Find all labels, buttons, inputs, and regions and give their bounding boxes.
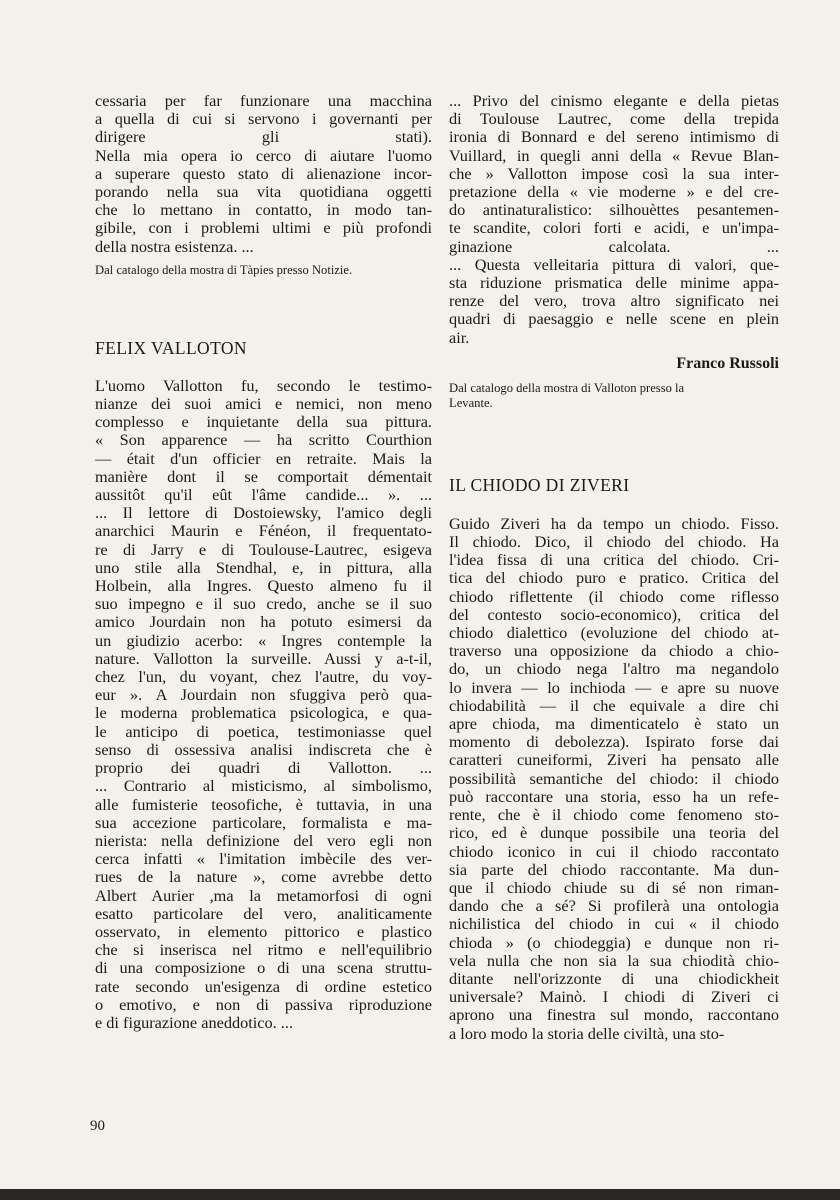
text-line: suo impegno e il suo credo, anche se il suo bbox=[95, 594, 432, 614]
text-line: aussitôt qu'il eût l'âme candide... ». ... bbox=[95, 485, 432, 505]
text-line: cerca infatti « l'imitation imbècile des ver- bbox=[95, 849, 432, 869]
text-line: renze del vero, trova altro significato nei bbox=[449, 291, 779, 311]
tapies-source-caption: Dal catalogo della mostra di Tàpies presso Notizie. bbox=[95, 262, 353, 277]
text-line: amico Jourdain non ha potuto esimersi da bbox=[95, 612, 432, 632]
vallotton-paragraph bbox=[95, 377, 432, 1032]
text-line: rico, ed è dunque possibile una teoria del bbox=[449, 823, 779, 843]
text-line: chiodo iconico in cui il chiodo raccontato bbox=[449, 841, 779, 861]
vallotton-section-title: FELIX VALLOTON bbox=[95, 337, 247, 358]
text-line: Il chiodo. Dico, il chiodo del chiodo. Ha bbox=[449, 532, 779, 552]
text-line: caratteri cuneiformi, Ziveri ha pensato alle bbox=[449, 750, 779, 770]
text-line: senso di ossessiva analisi indiscreta che è bbox=[95, 739, 432, 759]
text-line: universale? Mainò. I chiodi di Ziveri ci bbox=[449, 987, 779, 1007]
text-line: Guido Ziveri ha da tempo un chiodo. Fisso. bbox=[449, 513, 779, 533]
text-line: proprio dei quadri di Vallotton. ... bbox=[95, 758, 432, 778]
text-line: traverso una opposizione da chiodo a chio- bbox=[449, 641, 779, 661]
text-line: Holbein, alla Ingres. Questo almeno fu il bbox=[95, 576, 432, 596]
text-line: chioda » (o chiodeggia) e dunque non ri- bbox=[449, 932, 779, 952]
text-line: le anticipo di poetica, testimoniasse quel bbox=[95, 721, 432, 741]
text-line: può raccontare una storia, esso ha un refe- bbox=[449, 786, 779, 806]
text-line: Nella mia opera io cerco di aiutare l'uomo bbox=[95, 145, 432, 165]
text-line: rente, che è il chiodo come fenomeno sto- bbox=[449, 805, 779, 825]
text-line: sia parte del chiodo raccontante. Ma dun- bbox=[449, 859, 779, 879]
text-line: osservato, in elemento pittorico e plastico bbox=[95, 921, 432, 941]
text-line: ... Contrario al misticismo, al simbolismo, bbox=[95, 776, 432, 796]
text-line: vela nulla che non sia la sua chiodità chio- bbox=[449, 950, 779, 970]
text-line: Levante. bbox=[449, 395, 493, 410]
text-line: sua accezione particolare, formalista e ma- bbox=[95, 812, 432, 832]
text-line: L'uomo Vallotton fu, secondo le testimo- bbox=[95, 375, 432, 395]
text-line: ... Questa velleitaria pittura di valori, que- bbox=[449, 254, 779, 274]
text-line: alle fumisterie teosofiche, è tuttavia, in una bbox=[95, 794, 432, 814]
text-line: del contesto socio-economico), critica del bbox=[449, 604, 779, 624]
text-line: ironia di Bonnard e del sereno intimismo di bbox=[449, 127, 779, 147]
text-line: e di figurazione aneddotico. ... bbox=[95, 1012, 294, 1032]
text-line: nierista: nella definizione del vero egli non bbox=[95, 830, 432, 850]
text-line: di Toulouse Lautrec, come della trepida bbox=[449, 109, 779, 129]
right-column bbox=[449, 92, 779, 1043]
text-line: che » Vallotton impose così la sua inter- bbox=[449, 163, 779, 183]
text-line: l'idea fissa di una critica del chiodo. Cri- bbox=[449, 550, 779, 570]
ziveri-paragraph bbox=[449, 515, 779, 1043]
text-line: chiodo dialettico (evoluzione del chiodo at- bbox=[449, 623, 779, 643]
text-line: eur ». A Jourdain non sfuggiva però qua- bbox=[95, 685, 432, 705]
text-line: a superare questo stato di alienazione incor- bbox=[95, 163, 432, 183]
text-line: aprono una finestra sul mondo, raccontano bbox=[449, 1005, 779, 1025]
text-line: manière dont il se comportait démentait bbox=[95, 466, 432, 486]
text-line: nianze dei suoi amici e nemici, non meno bbox=[95, 394, 432, 414]
text-line: uno stile alla Stendhal, e, in pittura, alla bbox=[95, 557, 432, 577]
text-line: sta riduzione prismatica delle minime appa- bbox=[449, 273, 779, 293]
text-line: ginazione calcolata. ... bbox=[449, 236, 779, 256]
text-line: chez l'un, du voyant, chez l'autre, du voy- bbox=[95, 667, 432, 687]
text-line: Vuillard, in quegli anni della « Revue Blan- bbox=[449, 145, 779, 165]
text-line: dirigere gli stati). bbox=[95, 127, 432, 147]
text-line: o emotivo, e non di passiva riproduzione bbox=[95, 994, 432, 1014]
text-line: della nostra esistenza. ... bbox=[95, 236, 254, 256]
left-column bbox=[95, 92, 432, 1032]
text-line: ... Il lettore di Dostoiewsky, l'amico degli bbox=[95, 503, 432, 523]
text-line: do antinaturalistico: silhouèttes pesantemen- bbox=[449, 200, 779, 220]
text-line: rues de la nature », come avrebbe detto bbox=[95, 867, 432, 887]
text-line: gibile, con i problemi ultimi e più profondi bbox=[95, 218, 432, 238]
text-line: chiodabilità — il che equivale a dire chi bbox=[449, 695, 779, 715]
text-line: rate secondo un'esigenza di ordine estetico bbox=[95, 976, 432, 996]
text-line: quadri di paesaggio e nelle scene en plein bbox=[449, 309, 779, 329]
text-line: di una composizione o di una scena struttu- bbox=[95, 958, 432, 978]
text-line: cessaria per far funzionare una macchina bbox=[95, 91, 432, 110]
text-line: Dal catalogo della mostra di Valloton presso la bbox=[449, 380, 685, 395]
text-line: te scandite, colori forti e acidi, e un'impa- bbox=[449, 218, 779, 238]
text-line: a quella di cui si servono i governanti per bbox=[95, 109, 432, 129]
text-line: un giudizio acerbo: « Ingres contemple la bbox=[95, 630, 432, 650]
scan-edge-bar bbox=[0, 1189, 840, 1200]
tapies-quote-paragraph bbox=[95, 92, 432, 256]
text-line: pretazione della « vie moderne » e del cre- bbox=[449, 182, 779, 202]
text-line: dando che a sé? Si profilerà una ontologia bbox=[449, 896, 779, 916]
text-line: ditante nell'orizzonte di una chiodickheit bbox=[449, 968, 779, 988]
text-line: re di Jarry e di Toulouse-Lautrec, esigeva bbox=[95, 539, 432, 559]
text-line: do, un chiodo nega l'altro ma negandolo bbox=[449, 659, 779, 679]
text-line: porando nella sua vita quotidiana oggetti bbox=[95, 182, 432, 202]
text-line: possibilità semantiche del chiodo: il chiodo bbox=[449, 768, 779, 788]
text-line: « Son apparence — ha scritto Courthion bbox=[95, 430, 432, 450]
text-line: che lo mettano in contatto, in modo tan- bbox=[95, 200, 432, 220]
text-line: nature. Vallotton la surveille. Aussi y a-t-il, bbox=[95, 648, 432, 668]
vallotton-quote-paragraph bbox=[449, 92, 779, 347]
text-line: lo invera — lo inchioda — e apre su nuove bbox=[449, 677, 779, 697]
page-number: 90 bbox=[90, 1118, 105, 1134]
author-signature: Franco Russoli bbox=[676, 354, 779, 372]
text-line: Albert Aurier ,ma la metamorfosi di ogni bbox=[95, 885, 432, 905]
ziveri-section-title: IL CHIODO DI ZIVERI bbox=[449, 474, 630, 495]
text-line: le moderna problematica psicologica, e qua- bbox=[95, 703, 432, 723]
text-line: air. bbox=[449, 327, 470, 347]
text-line: apre chioda, ma dimenticatelo è stato un bbox=[449, 714, 779, 734]
text-line: ... Privo del cinismo elegante e della pietas bbox=[449, 91, 779, 110]
text-line: nichilistica del chiodo in cui « il chiodo bbox=[449, 914, 779, 934]
text-line: complesso e inquietante della sua pittura. bbox=[95, 412, 432, 432]
text-line: — était d'un officier en retraite. Mais la bbox=[95, 448, 432, 468]
vallotton-source-caption bbox=[449, 381, 779, 411]
text-line: a loro modo la storia delle civiltà, una sto- bbox=[449, 1023, 725, 1043]
text-line: momento di debolezza). Ispirato forse dai bbox=[449, 732, 779, 752]
text-line: chiodo riflettente (il chiodo come riflesso bbox=[449, 586, 779, 606]
text-line: che si inserisca nel ritmo e nell'equilibrio bbox=[95, 940, 432, 960]
text-line: esatto particolare del vero, analiticamente bbox=[95, 903, 432, 923]
text-line: anarchici Maurin e Fénéon, il frequentato- bbox=[95, 521, 432, 541]
text-line: que il chiodo chiude su di sé non riman- bbox=[449, 877, 779, 897]
text-line: tica del chiodo puro e pratico. Critica del bbox=[449, 568, 779, 588]
